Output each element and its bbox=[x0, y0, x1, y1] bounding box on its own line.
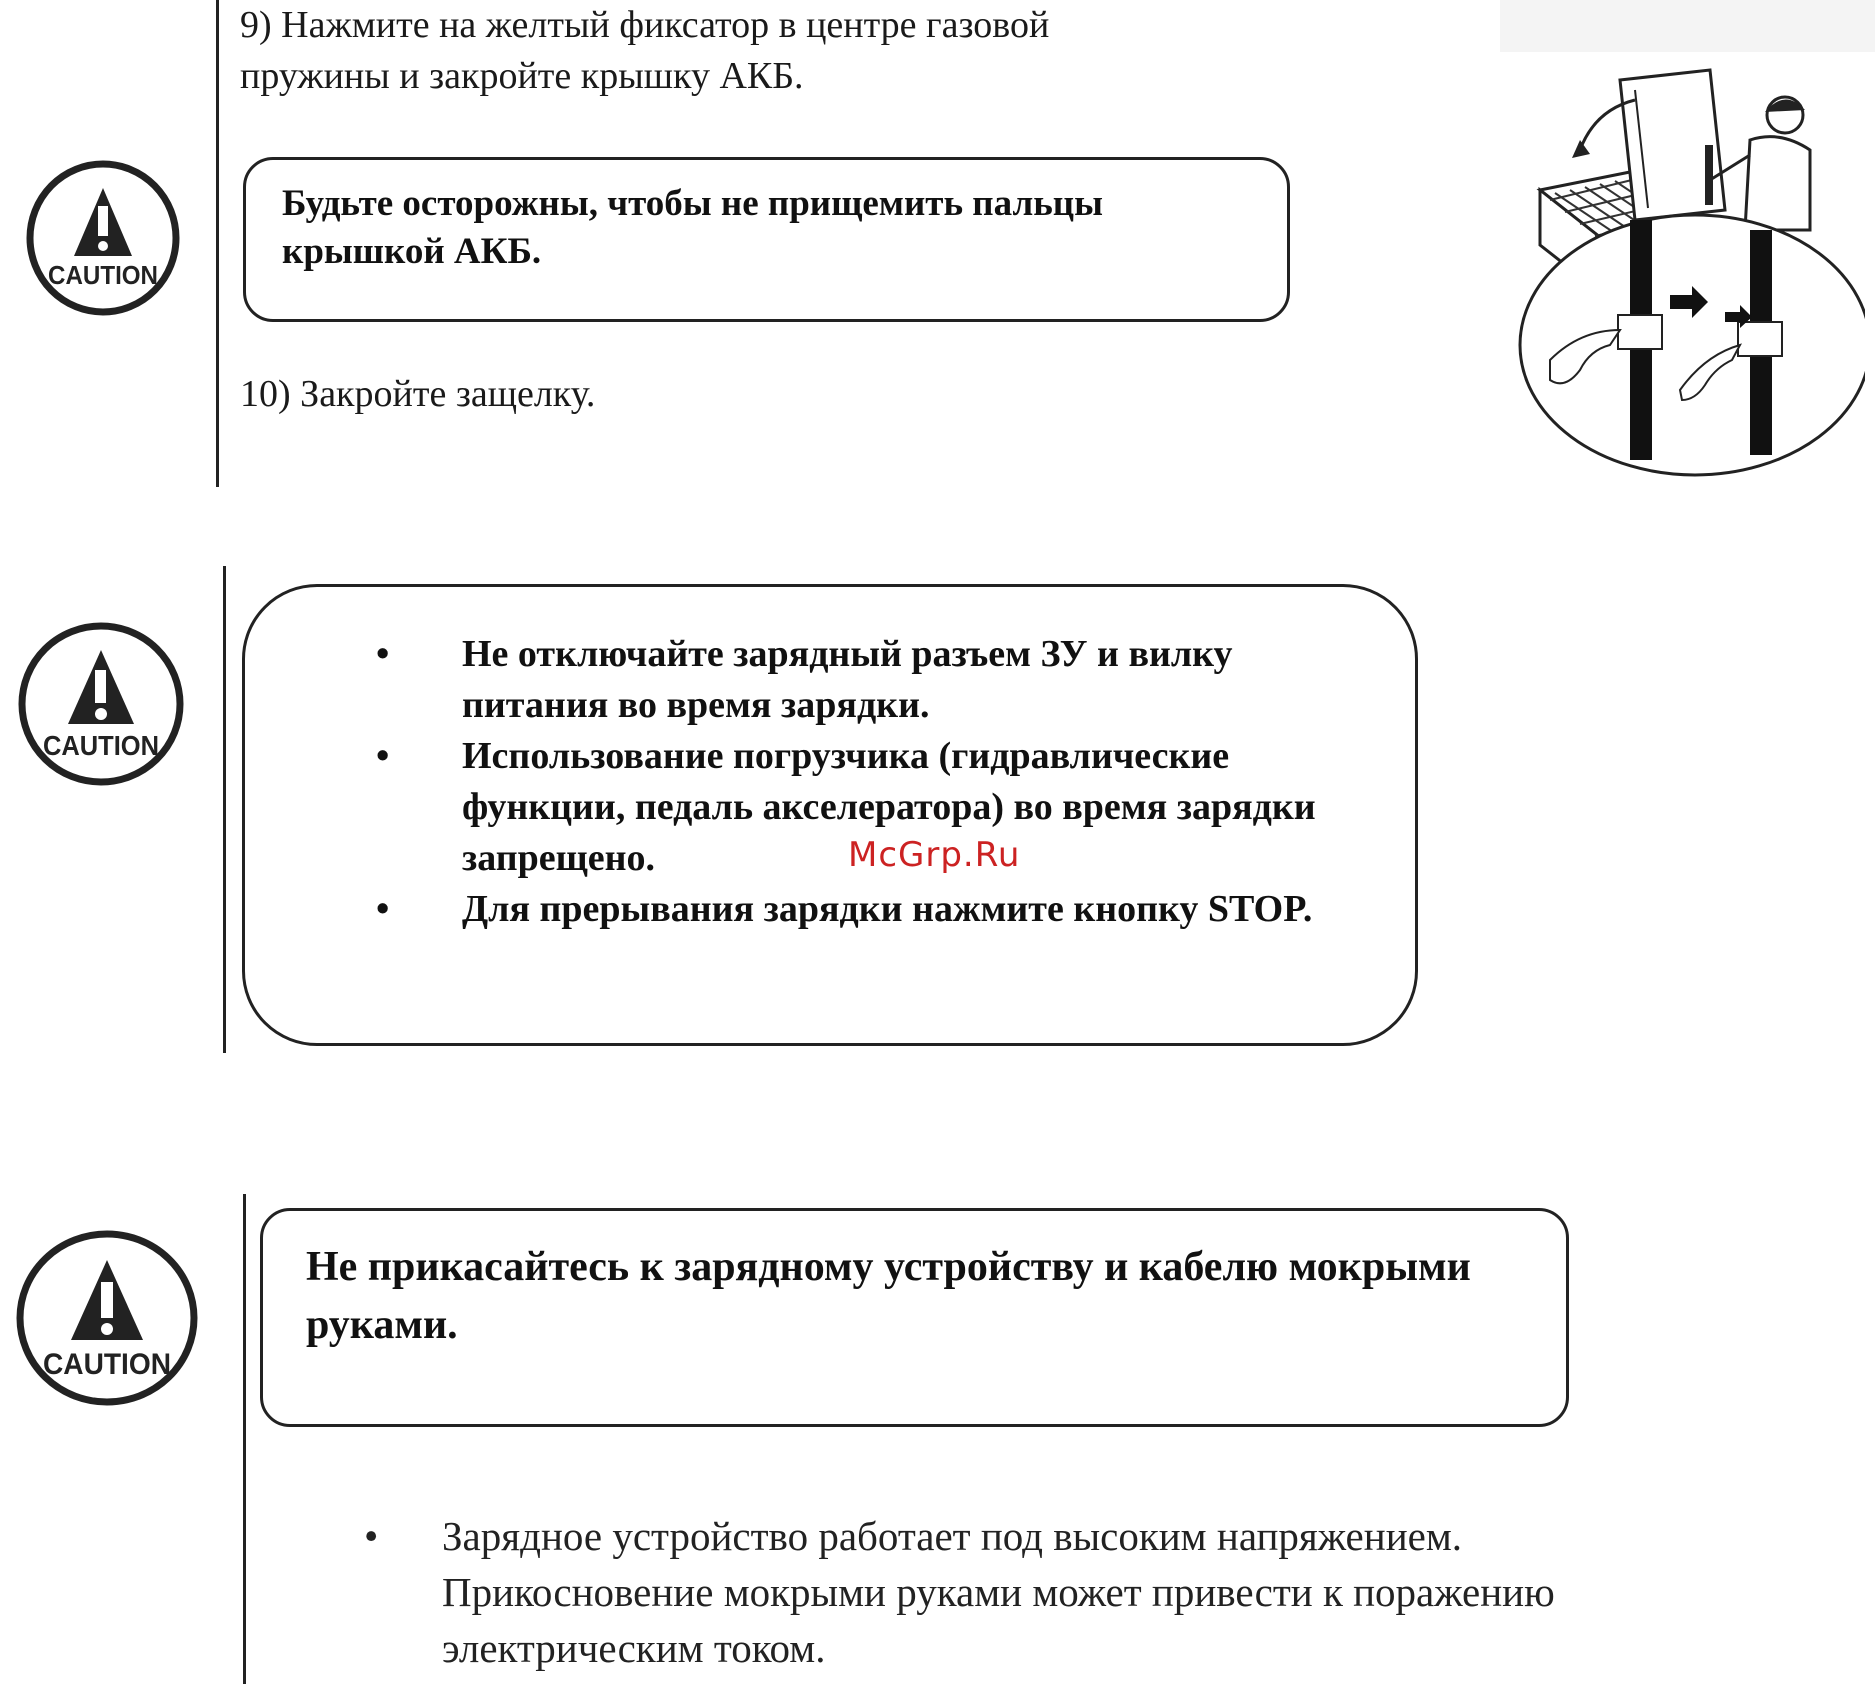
battery-cover-closing-illustration bbox=[1510, 60, 1865, 480]
bullet-dot: • bbox=[364, 1513, 379, 1559]
bullet-text: Не отключайте зарядный разъем ЗУ и вилку питания во время зарядки. bbox=[462, 633, 1233, 726]
bullet-text: Для прерывания зарядки нажмите кнопку STOP. bbox=[462, 888, 1313, 930]
step-9-text: 9) Нажмите на желтый фиксатор в центре газовой пружины и закройте крышку АКБ. bbox=[240, 4, 1050, 97]
bullet-dot: • bbox=[376, 633, 390, 675]
page-corner-shade bbox=[1500, 0, 1875, 52]
bullet-dot: • bbox=[376, 735, 390, 777]
section-divider bbox=[223, 566, 226, 1053]
list-item bbox=[362, 1508, 1602, 1676]
caution-icon bbox=[24, 158, 182, 318]
bullet-text: Зарядное устройство работает под высоким напряжением. Прикосновение мокрыми руками может привести к поражению электрическим током. bbox=[442, 1513, 1555, 1671]
bullet-dot: • bbox=[376, 888, 390, 930]
caution-label: CAUTION bbox=[43, 1348, 171, 1381]
list-item bbox=[374, 629, 1364, 731]
caution-icon bbox=[14, 1228, 200, 1408]
caution-box-text: Будьте осторожны, чтобы не прищемить пальцы крышкой АКБ. bbox=[282, 183, 1103, 272]
section-divider bbox=[243, 1194, 246, 1684]
note-bullet-list bbox=[362, 1508, 1602, 1676]
caution-label: CAUTION bbox=[43, 730, 159, 761]
caution-box-text: Не прикасайтесь к зарядному устройству и кабелю мокрыми руками. bbox=[306, 1244, 1471, 1348]
bullet-text: Использование погрузчика (гидравлические функции, педаль акселератора) во время зарядки запрещено. bbox=[462, 735, 1316, 879]
section-divider bbox=[216, 0, 219, 487]
watermark: McGrp.Ru bbox=[848, 835, 1021, 875]
caution-icon bbox=[16, 620, 186, 788]
caution-label: CAUTION bbox=[48, 260, 158, 290]
list-item bbox=[374, 884, 1364, 935]
caution-bullet-list bbox=[374, 629, 1364, 935]
step-10-text: 10) Закройте защелку. bbox=[240, 373, 596, 415]
